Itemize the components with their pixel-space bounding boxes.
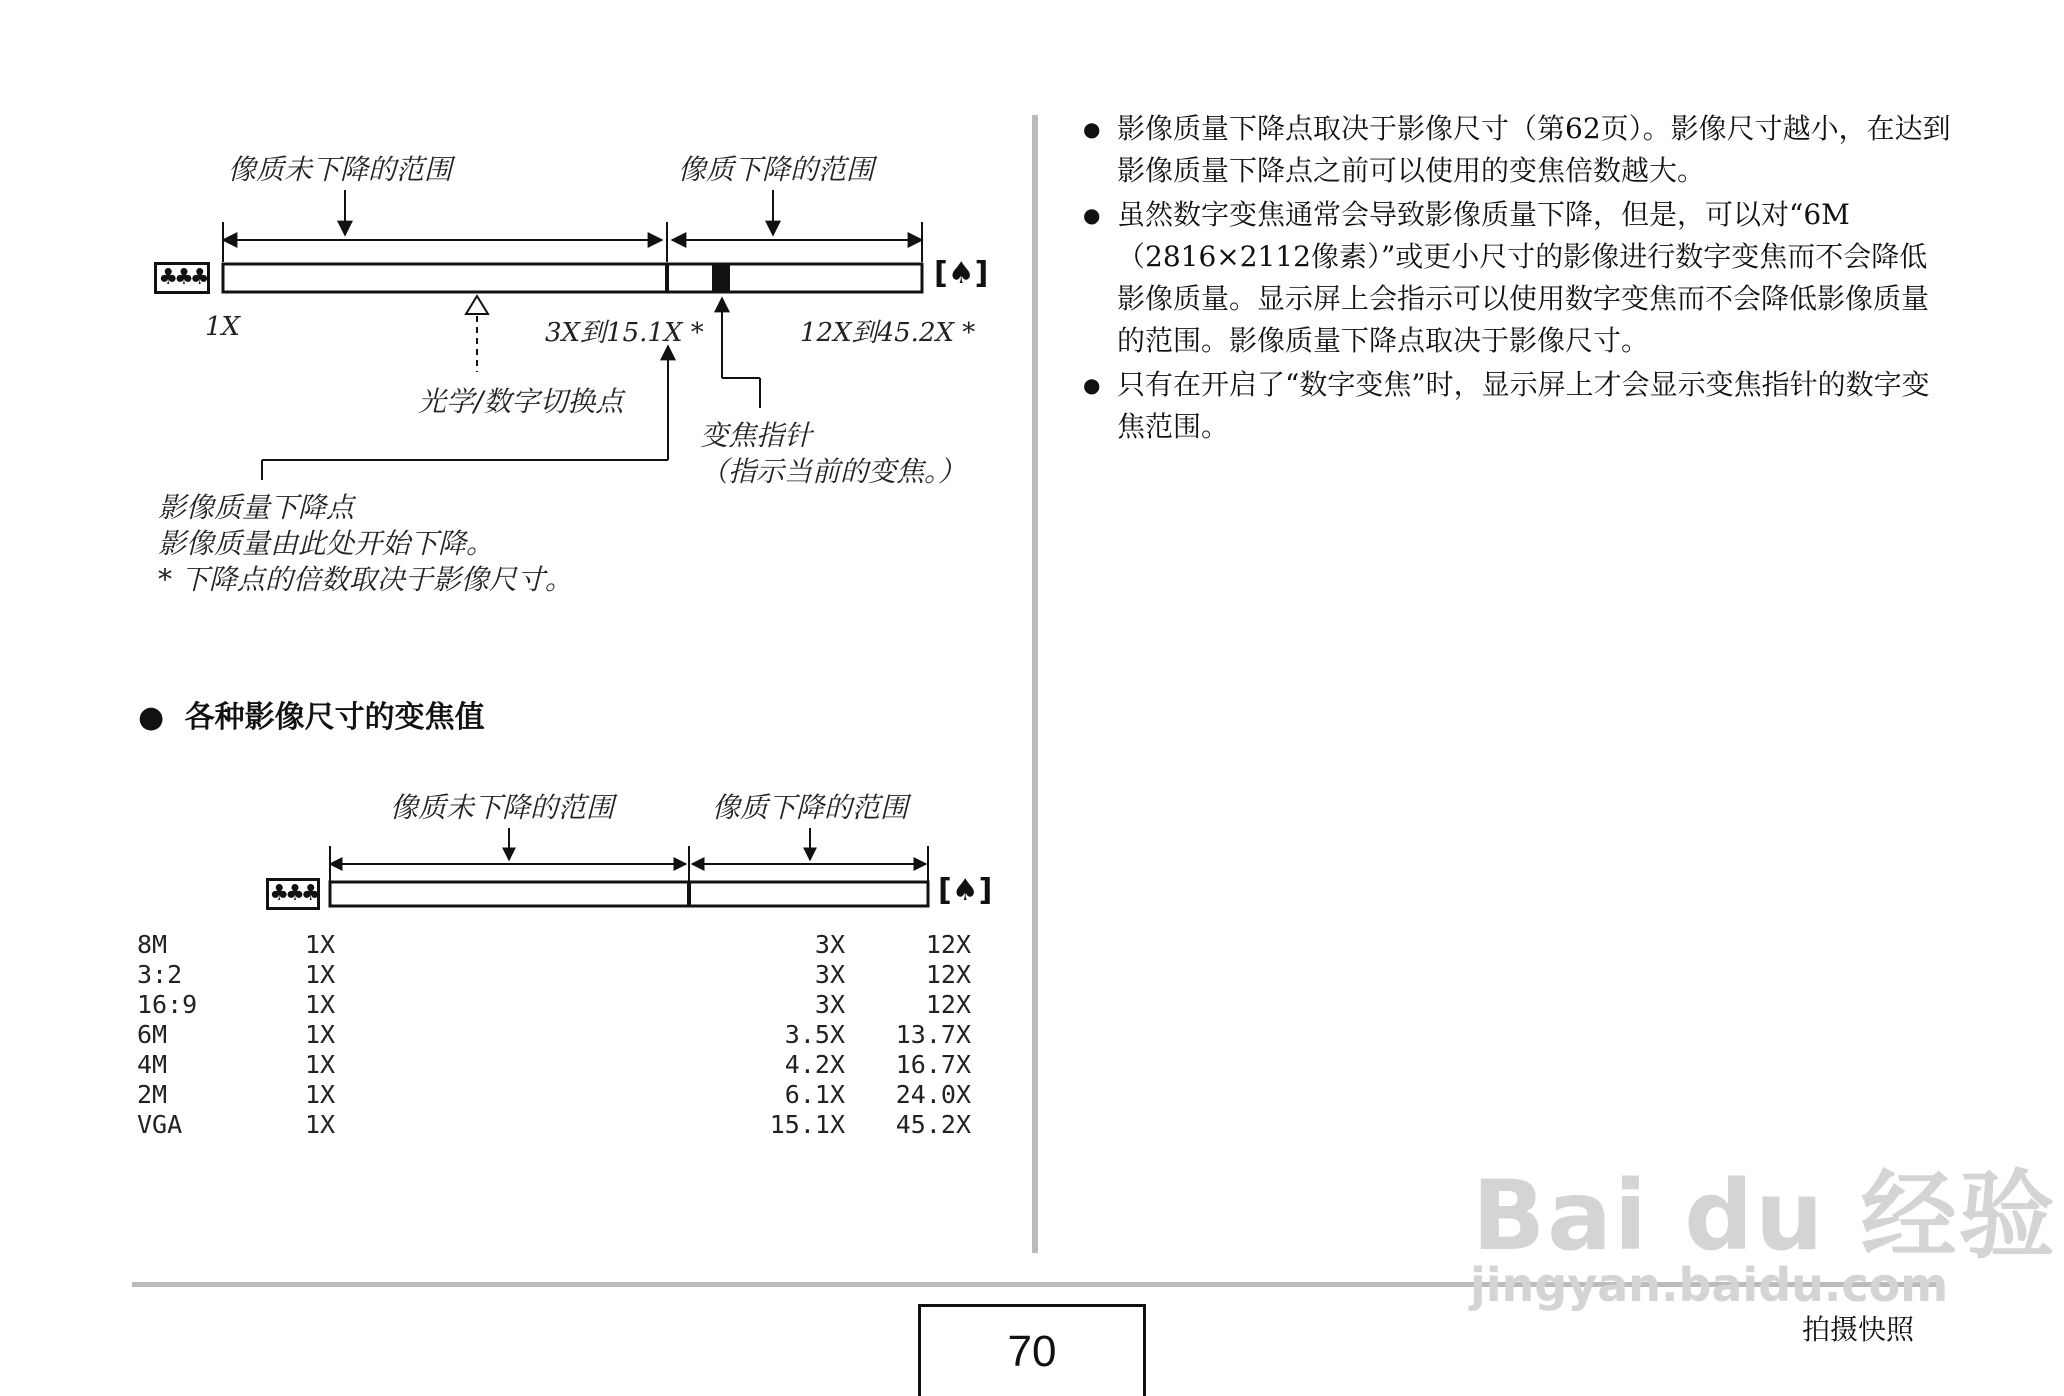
degrade-point-title: 影像质量下降点 bbox=[158, 491, 355, 524]
pointer-desc: （指示当前的变焦。） bbox=[700, 455, 967, 488]
tele-tree-icon: [♠] bbox=[934, 256, 989, 291]
table-row: 3:2 1X 3X 12X bbox=[137, 960, 971, 989]
table-row: 8M 1X 3X 12X bbox=[137, 930, 971, 959]
tick-1x: 1X bbox=[205, 312, 241, 342]
page-number: 70 bbox=[918, 1304, 1146, 1396]
section-heading: ● 各种影像尺寸的变焦值 bbox=[138, 700, 485, 735]
table-row: 6M 1X 3.5X 13.7X bbox=[137, 1020, 971, 1049]
pointer-title: 变焦指针 bbox=[700, 419, 813, 452]
label-degrade-range-2: 像质下降的范围 bbox=[712, 791, 909, 824]
zoom-bar-2-graphic bbox=[0, 0, 1040, 950]
degrade-point-note: * 下降点的倍数取决于影像尺寸。 bbox=[158, 563, 573, 596]
table-row: 16:9 1X 3X 12X bbox=[137, 990, 971, 1019]
zoom-bar-2 bbox=[330, 882, 928, 906]
table-row: 4M 1X 4.2X 16.7X bbox=[137, 1050, 971, 1079]
note-item: ● 虽然数字变焦通常会导致影像质量下降，但是，可以对“6M（2816×2112像素）”或更小尺寸的影像进行数字变焦而不会降低影像质量。显示屏上会指示可以使用数字变焦而不会降低影像质量的范围。影像质量下降点取决于影像尺寸。 bbox=[1075, 194, 1955, 362]
wide-trees-icon: ♣♣♣ bbox=[154, 262, 210, 294]
watermark-brand: Bai du 经验 bbox=[1472, 1160, 2057, 1272]
watermark-url: jingyan.baidu.com bbox=[1470, 1258, 1949, 1312]
heading-bullet: ● bbox=[138, 700, 165, 735]
note-item: ● 影像质量下降点取决于影像尺寸（第62页）。影像尺寸越小，在达到影像质量下降点之前可以使用的变焦倍数越大。 bbox=[1075, 108, 1955, 192]
degrade-point-desc: 影像质量由此处开始下降。 bbox=[158, 527, 495, 560]
column-divider bbox=[1032, 115, 1038, 1253]
label-degrade-range: 像质下降的范围 bbox=[678, 153, 875, 186]
table-row: 2M 1X 6.1X 24.0X bbox=[137, 1080, 971, 1109]
note-item: ● 只有在开启了“数字变焦”时，显示屏上才会显示变焦指针的数字变焦范围。 bbox=[1075, 364, 1955, 448]
table-row: VGA 1X 15.1X 45.2X bbox=[137, 1110, 971, 1139]
notes-list bbox=[1075, 108, 1955, 450]
tick-end: 12X到45.2X * bbox=[800, 318, 976, 348]
switch-point-label: 光学/数字切换点 bbox=[418, 385, 624, 418]
wide-trees-icon-2: ♣♣♣ bbox=[266, 878, 320, 910]
section-title: 拍摄快照 bbox=[1802, 1313, 1915, 1346]
tick-mid: 3X到15.1X * bbox=[545, 318, 704, 348]
tele-tree-icon-2: [♠] bbox=[938, 873, 993, 908]
label-no-degrade-range-2: 像质未下降的范围 bbox=[390, 791, 615, 824]
label-no-degrade-range: 像质未下降的范围 bbox=[228, 153, 453, 186]
